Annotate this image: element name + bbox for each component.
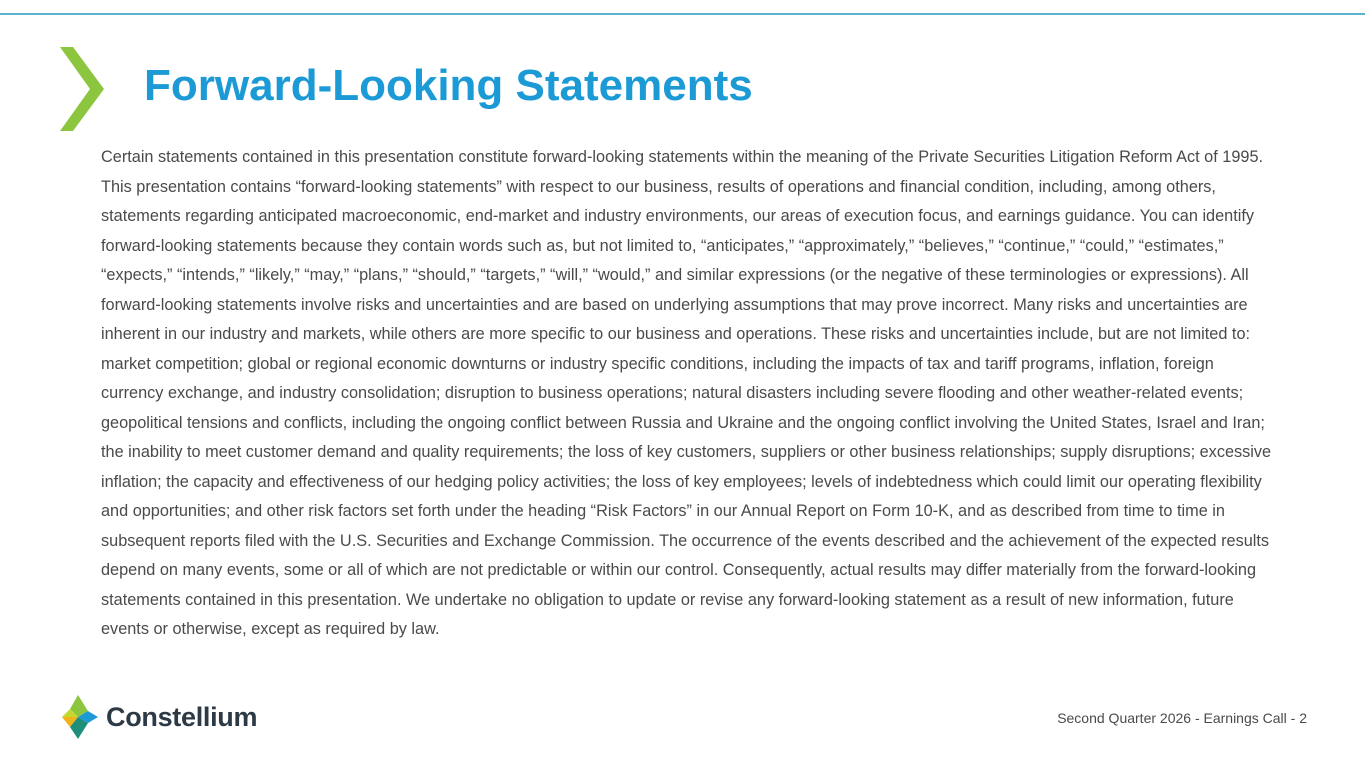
footer-caption: Second Quarter 2026 - Earnings Call - 2 — [1057, 710, 1307, 726]
disclaimer-text: Certain statements contained in this presentation constitute forward-looking statements within the meaning of the Private Securities Litigation Reform Act of 1995. This presentation contains “forward-looking statements” with respect to our business, results of operations and financial condition, including, among others, statements regarding anticipated macroeconomic, end-market and industry environments, our areas of execution focus, and earnings guidance. You can identify forward-looking statements because they contain words such as, but not limited to, “anticipates,” “approximately,” “believes,” “continue,” “could,” “estimates,” “expects,” “intends,” “likely,” “may,” “plans,” “should,” “targets,” “will,” “would,” and similar expressions (or the negative of these terminologies or expressions). All forward-looking statements involve risks and uncertainties and are based on underlying assumptions that may prove incorrect. Many risks and uncertainties are inherent in our industry and markets, while others are more specific to our business and operations. These risks and uncertainties include, but are not limited to: market competition; global or regional economic downturns or industry specific conditions, including the impacts of tax and tariff programs, inflation, foreign currency exchange, and industry consolidation; disruption to business operations; natural disasters including severe flooding and other weather-related events; geopolitical tensions and conflicts, including the ongoing conflict between Russia and Ukraine and the ongoing conflict involving the United States, Israel and Iran; the inability to meet customer demand and quality requirements; the loss of key customers, suppliers or other business relationships; supply disruptions; excessive inflation; the capacity and effectiveness of our hedging policy activities; the loss of key employees; levels of indebtedness which could limit our operating flexibility and opportunities; and other risk factors set forth under the heading “Risk Factors” in our Annual Report on Form 10-K, and as described from time to time in subsequent reports filed with the U.S. Securities and Exchange Commission. The occurrence of the events described and the achievement of the expected results depend on many events, some or all of which are not predictable or within our control. Consequently, actual results may differ materially from the forward-looking statements contained in this presentation. We undertake no obligation to update or revise any forward-looking statement as a result of new information, future events or otherwise, except as required by law. — [101, 148, 1272, 638]
top-divider — [0, 13, 1365, 15]
chevron-right-icon — [60, 47, 104, 131]
page-title: Forward-Looking Statements — [144, 61, 753, 110]
logo-wordmark: Constellium — [106, 701, 258, 732]
constellium-star-icon — [62, 695, 98, 739]
company-logo — [62, 694, 257, 740]
